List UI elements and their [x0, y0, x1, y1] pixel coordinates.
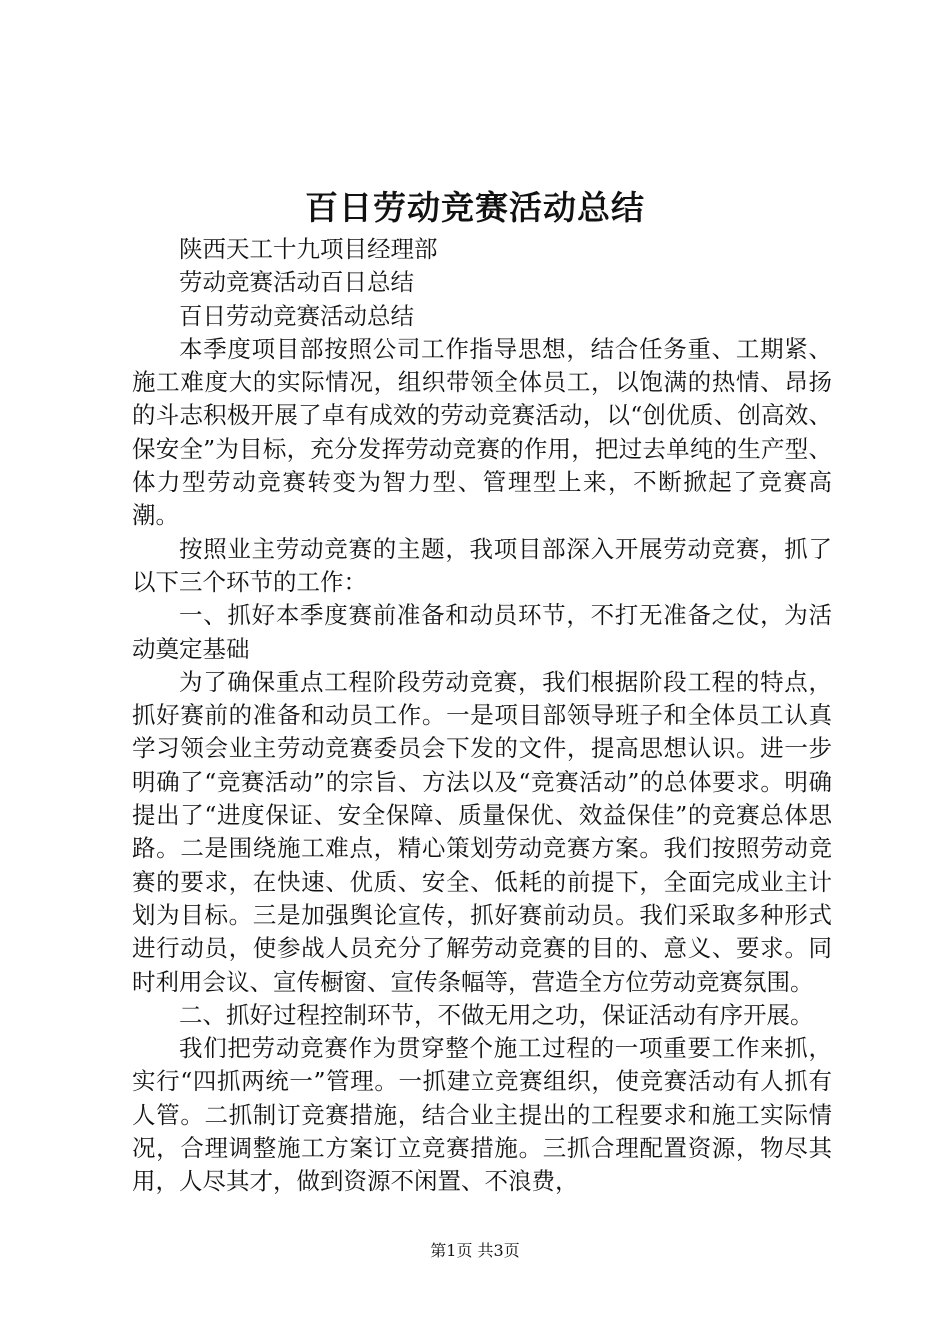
paragraph: 为了确保重点工程阶段劳动竞赛，我们根据阶段工程的特点，抓好赛前的准备和动员工作。一是项目部领导班子和全体员工认真学习领会业主劳动竞赛委员会下发的文件，提高思想认识。进一步明确了“竞赛活动”的宗旨、方法以及“竞赛活动”的总体要求。明确提出了“进度保证、安全保障、质量保优、效益保佳”的竞赛总体思路。二是围绕施工难点，精心策划劳动竞赛方案。我们按照劳动竞赛的要求，在快速、优质、安全、低耗的前提下，全面完成业主计划为目标。三是加强舆论宣传，抓好赛前动员。我们采取多种形式进行动员，使参战人员充分了解劳动竞赛的目的、意义、要求。同时利用会议、宣传橱窗、宣传条幅等，营造全方位劳动竞赛氛围。 — [132, 667, 832, 996]
document-title: 百日劳动竞赛活动总结 — [305, 188, 645, 227]
paragraph: 陕西天工十九项目经理部 — [179, 235, 438, 263]
paragraph: 本季度项目部按照公司工作指导思想，结合任务重、工期紧、施工难度大的实际情况，组织带领全体员工，以饱满的热情、昂扬的斗志积极开展了卓有成效的劳动竞赛活动，以“创优质、创高效、保安全”为目标，充分发挥劳动竞赛的作用，把过去单纯的生产型、体力型劳动竞赛转变为智力型、管理型上来，不断掀起了竞赛高潮。 — [132, 334, 832, 530]
paragraph: 按照业主劳动竞赛的主题，我项目部深入开展劳动竞赛，抓了以下三个环节的工作： — [132, 534, 832, 596]
paragraph: 二、抓好过程控制环节，不做无用之功，保证活动有序开展。 — [179, 1000, 814, 1029]
paragraph: 一、抓好本季度赛前准备和动员环节，不打无准备之仗，为活动奠定基础 — [132, 601, 832, 663]
page-number-footer: 第1页 共3页 — [430, 1241, 520, 1260]
document-body — [132, 233, 832, 1199]
paragraph: 我们把劳动竞赛作为贯穿整个施工过程的一项重要工作来抓，实行“四抓两统一”管理。一抓建立竞赛组织，使竞赛活动有人抓有人管。二抓制订竞赛措施，结合业主提出的工程要求和施工实际情况，合理调整施工方案订立竞赛措施。三抓合理配置资源，物尽其用，人尽其才，做到资源不闲置、不浪费， — [132, 1034, 832, 1196]
paragraph: 劳动竞赛活动百日总结 — [179, 268, 414, 297]
paragraph: 百日劳动竞赛活动总结 — [179, 301, 414, 330]
